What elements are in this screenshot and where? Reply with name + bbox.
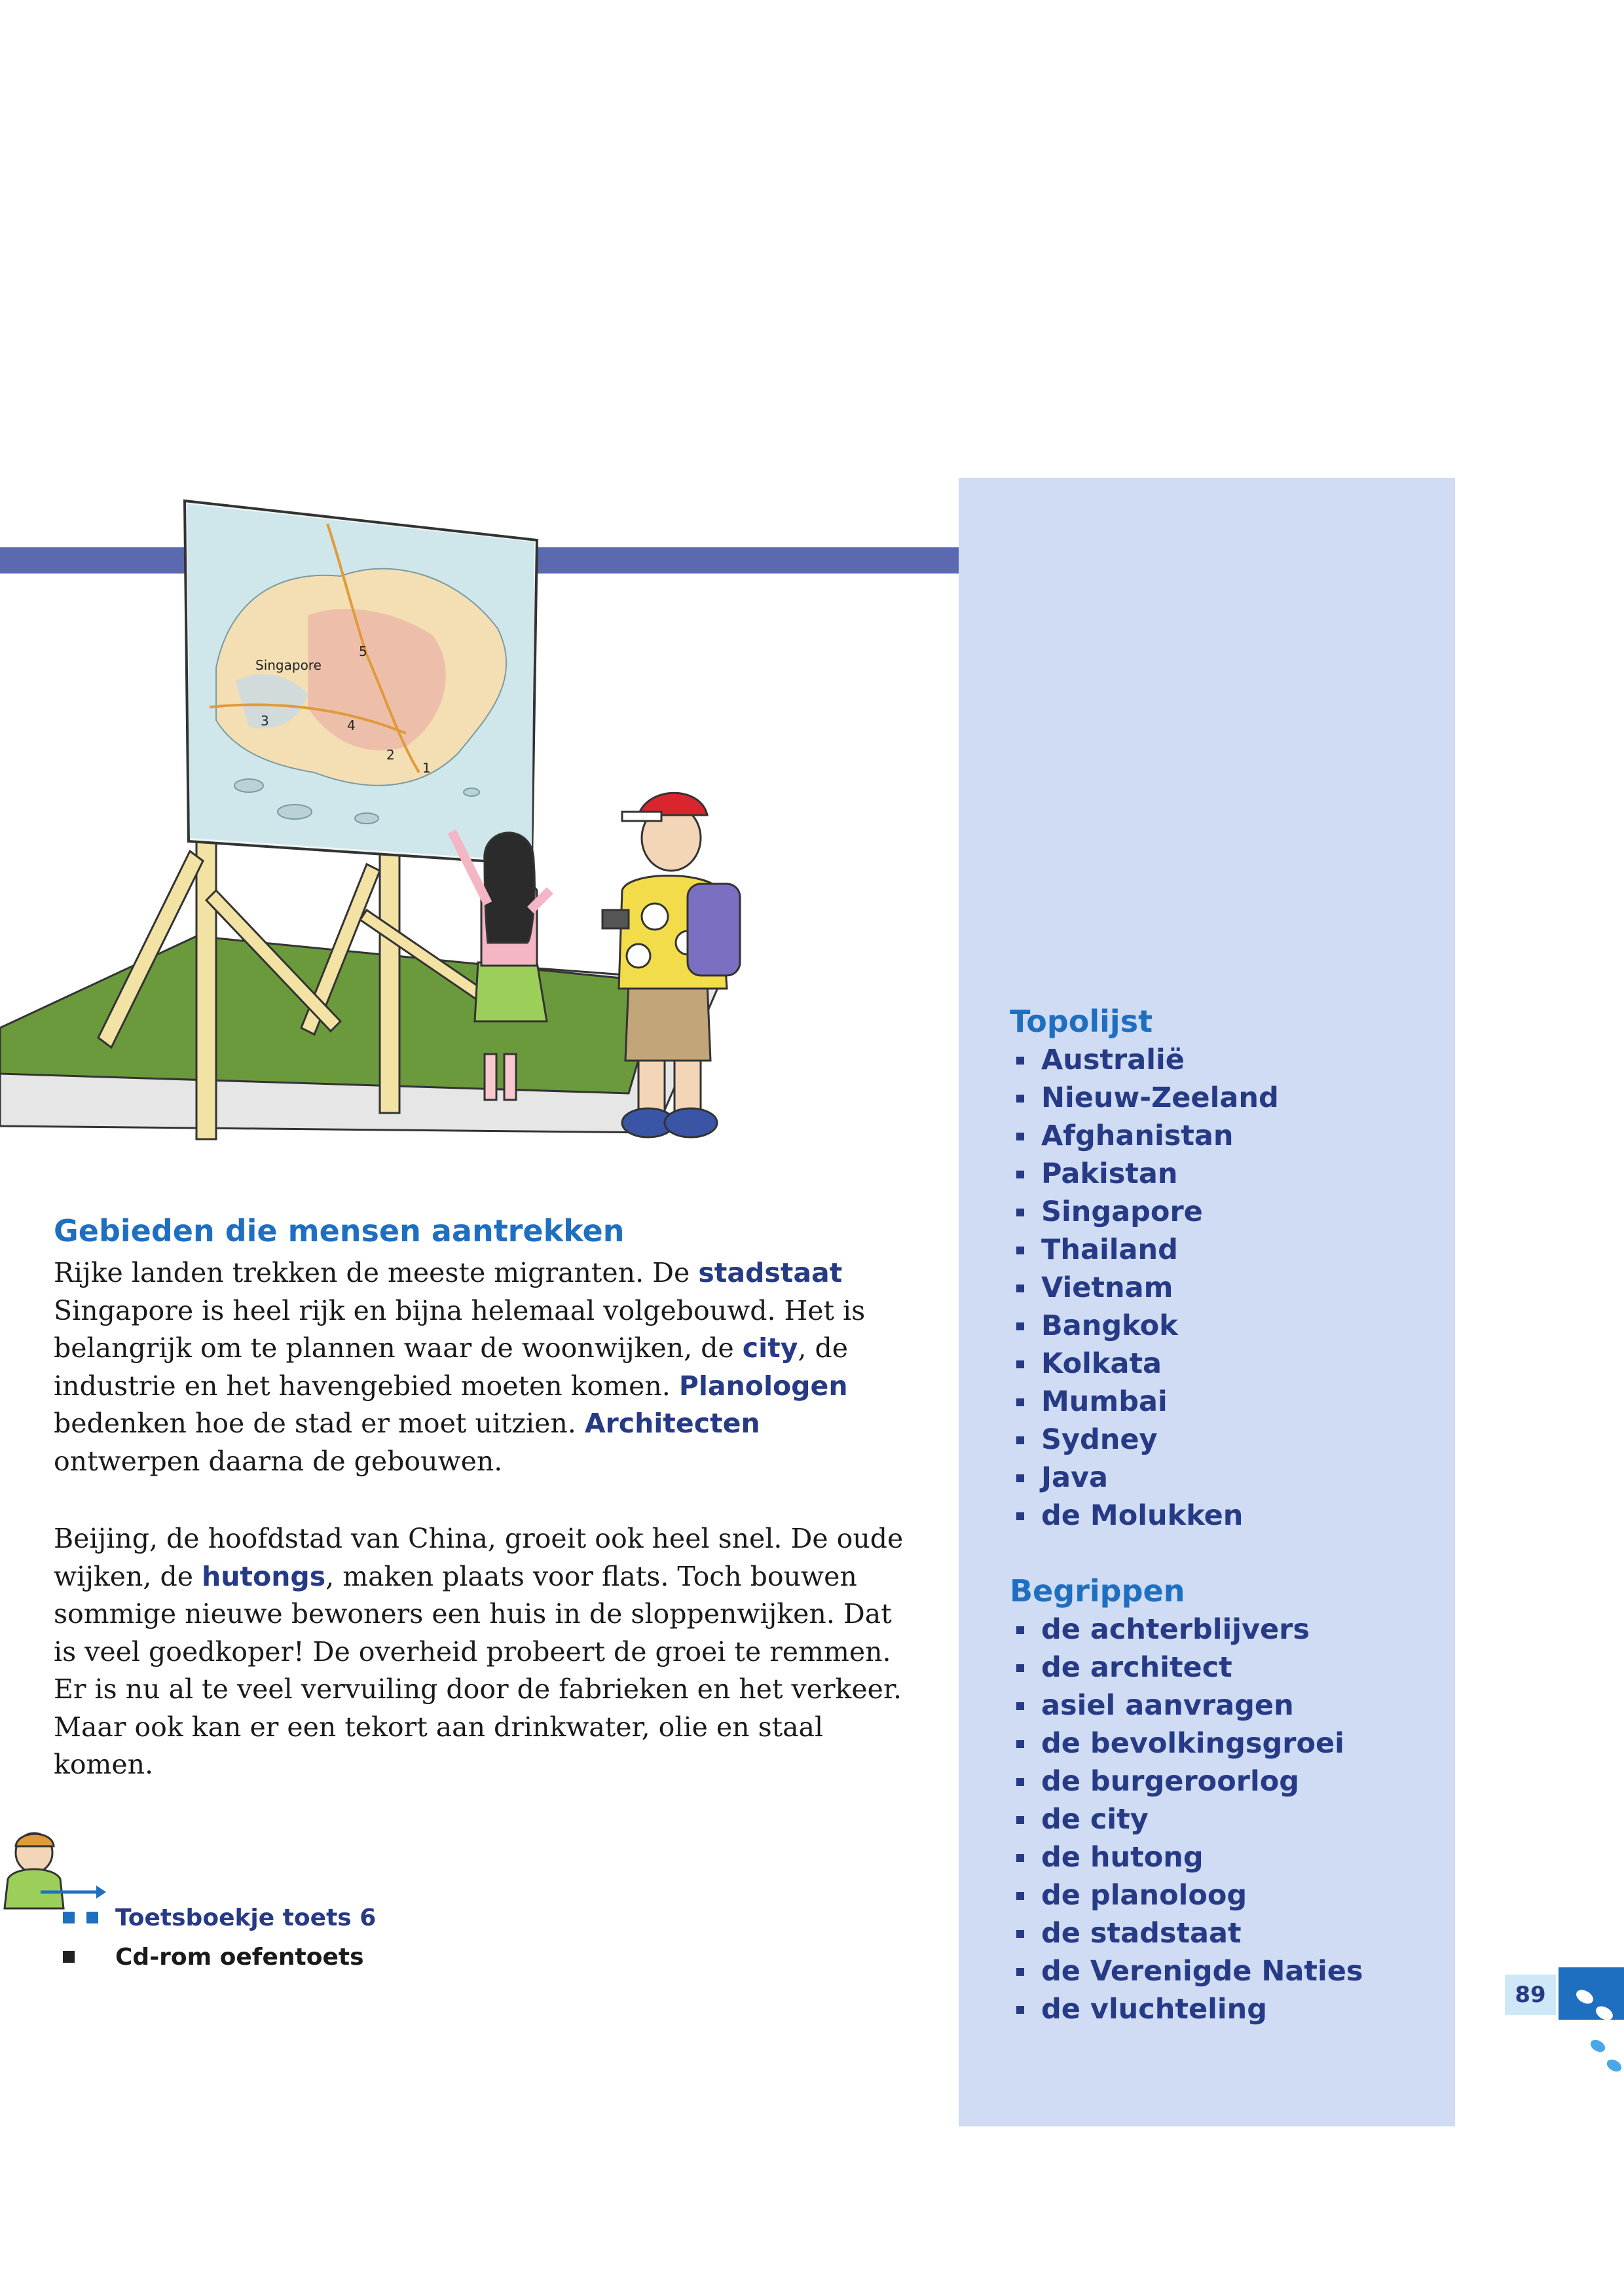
- list-item-label: Pakistan: [1041, 1157, 1178, 1190]
- list-item: [1010, 1421, 1279, 1459]
- bullet-icon: [1016, 1778, 1024, 1786]
- list-item: [1010, 1611, 1363, 1649]
- begrippen-title: Begrippen: [1010, 1573, 1185, 1609]
- bullet-icon: [1016, 1474, 1024, 1482]
- bullet-icon: [1016, 1892, 1024, 1900]
- map-number: 5: [359, 644, 367, 659]
- list-item-label: Afghanistan: [1041, 1120, 1234, 1152]
- map-number: 2: [386, 747, 395, 763]
- list-item: [1010, 1990, 1363, 2028]
- list-item: [1010, 1041, 1279, 1079]
- bullet-icon: [1016, 1057, 1024, 1065]
- keyword: stadstaat: [698, 1257, 843, 1288]
- bullet-icon: [1016, 1626, 1024, 1634]
- text-segment: Beijing, de hoofdstad van China, groeit ook heel snel. De oude wijken, de: [54, 1523, 904, 1592]
- keyword: hutongs: [202, 1560, 326, 1592]
- list-item-label: Sydney: [1041, 1423, 1158, 1456]
- text-segment: Singapore is heel rijk en bijna helemaal volgebouwd. Het is belangrijk om te plannen waar de woonwijken, de: [54, 1294, 866, 1364]
- list-item: [1010, 1876, 1363, 1914]
- text-segment: bedenken hoe de stad er moet uitzien.: [54, 1408, 585, 1439]
- list-item: [1010, 1383, 1279, 1421]
- map-number: 4: [347, 718, 356, 733]
- list-item-label: Vietnam: [1041, 1271, 1173, 1304]
- map-number: 3: [261, 713, 269, 729]
- bullet-icon: [1016, 1322, 1024, 1330]
- bullet-icon: [1016, 1133, 1024, 1140]
- bullet-icon: [1016, 1285, 1024, 1292]
- footprints-icon: [1559, 1967, 1624, 2092]
- topolijst-section: [1010, 1002, 1279, 1535]
- bullet-icon: [1016, 1247, 1024, 1254]
- list-item: [1010, 1838, 1363, 1876]
- section-title: Gebieden die mensen aantrekken: [54, 1213, 625, 1248]
- list-item: [1010, 1914, 1363, 1952]
- topolijst-list: [1010, 1041, 1279, 1535]
- bullet-icon: [1016, 1816, 1024, 1824]
- list-item-label: Bangkok: [1041, 1309, 1178, 1342]
- list-item: [1010, 1155, 1279, 1193]
- sidebar-panel: [959, 478, 1455, 2126]
- list-item-label: Kolkata: [1041, 1347, 1162, 1380]
- text-segment: , de industrie en het havengebied moeten komen.: [54, 1332, 849, 1402]
- list-item-label: Singapore: [1041, 1195, 1203, 1228]
- list-item: [1010, 1800, 1363, 1838]
- list-item-label: de bevolkingsgroei: [1041, 1727, 1344, 1760]
- bullet-icon: [1016, 1930, 1024, 1938]
- bullet-icon: [1016, 1436, 1024, 1444]
- bullet-icon: [1016, 1740, 1024, 1748]
- map-label: Singapore: [255, 657, 322, 673]
- list-item-label: Australië: [1041, 1044, 1185, 1076]
- bullet-icon: [1016, 1512, 1024, 1520]
- square-icon: [63, 1951, 75, 1963]
- keyword: city: [742, 1332, 798, 1364]
- toetsboekje-reference: [63, 1899, 376, 1938]
- begrippen-section: [1010, 1571, 1363, 2028]
- text-segment: , maken plaats voor flats. Toch bouwen sommige nieuwe bewoners een huis in de sloppenwijken. Dat is veel goedkoper! De overheid probeert de groei te remmen. Er is nu al te veel vervuiling door de fabrieken en het verkeer. Maar ook kan er een tekort aan drinkwater, olie en staal komen.: [54, 1560, 902, 1780]
- list-item: [1010, 1079, 1279, 1117]
- cdrom-label: Cd-rom oefentoets: [115, 1944, 364, 1971]
- list-item: [1010, 1724, 1363, 1762]
- bullet-icon: [1016, 2006, 1024, 2014]
- illustration: [0, 484, 773, 1165]
- list-item-label: de planoloog: [1041, 1879, 1247, 1912]
- list-item: [1010, 1231, 1279, 1269]
- list-item-label: Java: [1041, 1461, 1109, 1494]
- list-item-label: de vluchteling: [1041, 1993, 1267, 2026]
- list-item: [1010, 1459, 1279, 1497]
- list-item: [1010, 1193, 1279, 1231]
- bullet-icon: [1016, 1398, 1024, 1406]
- paragraph-2: [54, 1520, 905, 1784]
- bullet-icon: [1016, 1968, 1024, 1976]
- list-item: [1010, 1762, 1363, 1800]
- list-item-label: Thailand: [1041, 1233, 1178, 1266]
- keyword: Planologen: [678, 1370, 848, 1402]
- list-item-label: de city: [1041, 1803, 1149, 1836]
- list-item: [1010, 1952, 1363, 1990]
- square-icon: [63, 1912, 75, 1923]
- list-item-label: asiel aanvragen: [1041, 1689, 1294, 1722]
- toetsboekje-label: Toetsboekje toets 6: [115, 1904, 377, 1931]
- list-item: [1010, 1497, 1279, 1535]
- text-segment: ontwerpen daarna de gebouwen.: [54, 1445, 503, 1477]
- keyword: Architecten: [584, 1408, 760, 1439]
- bullet-icon: [1016, 1095, 1024, 1102]
- bullet-icon: [1016, 1664, 1024, 1672]
- list-item-label: de burgeroorlog: [1041, 1765, 1300, 1798]
- list-item: [1010, 1269, 1279, 1307]
- references: [63, 1899, 376, 1977]
- cdrom-reference: [63, 1938, 376, 1977]
- list-item: [1010, 1345, 1279, 1383]
- list-item-label: de achterblijvers: [1041, 1613, 1310, 1646]
- list-item-label: de stadstaat: [1041, 1917, 1242, 1950]
- bullet-icon: [1016, 1360, 1024, 1368]
- list-item-label: de Molukken: [1041, 1499, 1244, 1532]
- topolijst-title: Topolijst: [1010, 1004, 1153, 1039]
- list-item-label: Nieuw-Zeeland: [1041, 1082, 1279, 1114]
- list-item: [1010, 1307, 1279, 1345]
- list-item-label: Mumbai: [1041, 1385, 1168, 1418]
- text-segment: Rijke landen trekken de meeste migranten. De: [54, 1257, 699, 1288]
- page-number: 89: [1505, 1975, 1556, 2015]
- list-item: [1010, 1649, 1363, 1686]
- list-item-label: de Verenigde Naties: [1041, 1955, 1363, 1988]
- bullet-icon: [1016, 1854, 1024, 1862]
- bullet-icon: [1016, 1209, 1024, 1216]
- bullet-icon: [1016, 1171, 1024, 1178]
- square-icon: [86, 1912, 98, 1923]
- begrippen-list: [1010, 1611, 1363, 2028]
- list-item: [1010, 1117, 1279, 1155]
- bullet-icon: [1016, 1702, 1024, 1710]
- paragraph-1: [54, 1254, 905, 1480]
- list-item-label: de architect: [1041, 1651, 1232, 1684]
- list-item: [1010, 1686, 1363, 1724]
- list-item-label: de hutong: [1041, 1841, 1204, 1874]
- map-number: 1: [422, 760, 431, 776]
